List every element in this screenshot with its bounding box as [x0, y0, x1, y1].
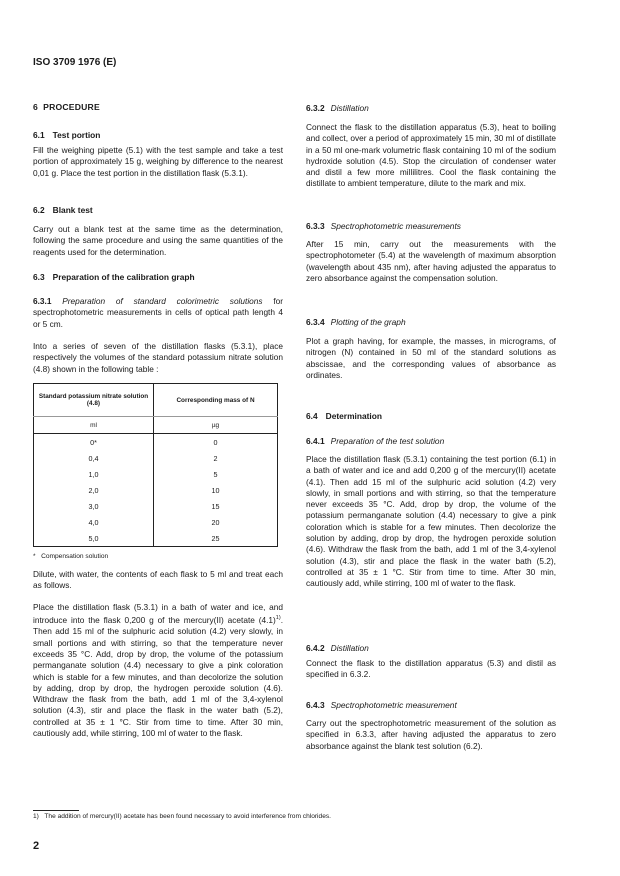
- paragraph-6-4-3: Carry out the spectrophotometric measurement of the solution as specified in 6.3.3, after having adjusted the apparatus to zero absorbance against the blank test solution (6.2).: [306, 718, 556, 751]
- table-cell: 3,0: [34, 498, 154, 514]
- section-heading-6-4-1: [306, 436, 556, 446]
- section-number: 6: [33, 102, 38, 112]
- unit-cell: ml: [34, 417, 154, 434]
- table-footnote: [33, 553, 108, 560]
- section-number: 6.3.3: [306, 221, 325, 231]
- paragraph-dilute: Dilute, with water, the contents of each flask to 5 ml and treat each as follows.: [33, 569, 283, 591]
- section-title: Preparation of the test solution: [330, 436, 445, 446]
- section-number: 6.3.4: [306, 317, 325, 327]
- table-row: [34, 514, 278, 530]
- table-cell: 10: [154, 482, 278, 498]
- section-title: Distillation: [330, 643, 369, 653]
- section-heading-6: [33, 102, 283, 112]
- section-title: Preparation of standard colorimetric solutions: [62, 296, 263, 306]
- table-cell: 2,0: [34, 482, 154, 498]
- paragraph-6-4-1: Place the distillation flask (5.3.1) containing the test portion (6.1) in a bath of water and ice and add 0,200 g of the mercury(II) acetate (4.1). Then add 15 ml of the sulphuric acid solution (4.2) very slowly, in small portions and with stirring, so that the temperature never exceeds 35 °C. Add, drop by drop, the volume of the potassium permanganate solution (4.4) necessary to give a pink coloration which is stable for a few minutes. Then decolorize the solution by adding, drop by drop, the hydrogen peroxide solution (4.6). Withdraw the flask from the bath, add 1 ml of the 3,4-xylenol solution (4.3), stir and place the flask in the water bath (5.2), controlled at 35 ± 1 °C. Stir from time to time. After 30 min, cautiously add, while stirring, 100 ml of water to the flask.: [306, 454, 556, 589]
- section-heading-6-4-2: [306, 643, 556, 653]
- paragraph-text: . Then add 15 ml of the sulphuric acid solution (4.2) very slowly, in small portions and with stirring, so that the temperature never exceeds 35 °C. Add, drop by drop, the volume of the potassium permanganate solution (4.4) necessary to give a pink coloration which is stable for a few minutes, and than decolorize the solution by adding, drop by drop, the hydrogen peroxide solution (4.6). Withdraw the flask from the bath, add 1 ml of the 3,4-xylenol solution (4.3), stir and place the flask in the water bath (5.2), controlled at 35 ± 1 °C. Stir from time to time. After 30 min, cautiously add, while stirring, 100 ml of water to the flask.: [33, 615, 283, 739]
- table-row: [34, 450, 278, 466]
- table-cell: 5: [154, 466, 278, 482]
- section-number: 6.4: [306, 411, 318, 421]
- table-cell: 5,0: [34, 530, 154, 547]
- paragraph-6-2: Carry out a blank test at the same time as the determination, following the same procedure and using the same quantities of the reagents used for the determination.: [33, 224, 283, 257]
- paragraph-6-3-4: Plot a graph having, for example, the masses, in micrograms, of nitrogen (N) contained in 50 ml of the standard solutions as abscissae, and the corresponding values of absorbance as ordinates.: [306, 336, 556, 380]
- footnote-mark: 1): [33, 813, 39, 820]
- footnote-reference: 1): [275, 615, 281, 622]
- page-number: 2: [33, 840, 40, 852]
- section-title: Preparation of the calibration graph: [52, 272, 195, 282]
- unit-cell: µg: [154, 417, 278, 434]
- section-heading-6-4-3: [306, 700, 556, 710]
- table-row: [34, 482, 278, 498]
- section-number: 6.3.1: [33, 296, 52, 306]
- column-header: Corresponding mass of N: [154, 384, 278, 417]
- section-title: PROCEDURE: [43, 102, 100, 112]
- section-number: 6.4.3: [306, 700, 325, 710]
- section-number: 6.4.2: [306, 643, 325, 653]
- paragraph-intro: Into a series of seven of the distillation flasks (5.3.1), place respectively the volumes of the standard potassium nitrate solution (4.8) shown in the following table :: [33, 341, 283, 374]
- table-cell: 15: [154, 498, 278, 514]
- table-header-row: [34, 384, 278, 417]
- footnote-text: Compensation solution: [41, 553, 109, 560]
- paragraph-place: [33, 602, 283, 739]
- paragraph-text: for spectrophotometric measurements in cells of optical path length 4 or 5 cm.: [33, 296, 283, 329]
- footnote-divider: [33, 810, 79, 811]
- footnote-mark: *: [33, 553, 36, 560]
- page-footnote: [33, 813, 331, 820]
- paragraph-text: Place the distillation flask (5.3.1) in a bath of water and ice, and introduce into the flask 0,200 g of the mercury(II) acetate (4.1): [33, 602, 283, 626]
- paragraph-6-3-2: Connect the flask to the distillation apparatus (5.3), heat to boiling and collect, over a period of approximately 15 min, 30 ml of distillate in a 50 ml one-mark volumetric flask containing 10 ml of the sodium hydroxide solution (4.5). Stop the circulation of condenser water and distil a few more millilitres. Cool the flask containing the distillate to ambient temperature, dilute to the mark and mix.: [306, 122, 556, 189]
- section-number: 6.3.2: [306, 103, 325, 113]
- table-cell: 0,4: [34, 450, 154, 466]
- table-unit-row: [34, 417, 278, 434]
- table-cell: 1,0: [34, 466, 154, 482]
- section-title: Plotting of the graph: [330, 317, 406, 327]
- section-title: Spectrophotometric measurements: [330, 221, 461, 231]
- table-cell: 2: [154, 450, 278, 466]
- paragraph-6-1: Fill the weighing pipette (5.1) with the test sample and take a test portion of approximately 15 g, weighing by difference to the nearest 0,01 g. Place the test portion in the distillation flask (5.3.1).: [33, 145, 283, 178]
- table-row: [34, 498, 278, 514]
- section-number: 6.2: [33, 205, 45, 215]
- footnote-text: The addition of mercury(II) acetate has been found necessary to avoid interference from chlorides.: [44, 813, 331, 820]
- table-cell: 0*: [34, 434, 154, 451]
- section-heading-6-2: [33, 205, 283, 215]
- section-heading-6-3-3: [306, 221, 556, 231]
- section-heading-6-3-4: [306, 317, 556, 327]
- section-title: Determination: [325, 411, 382, 421]
- section-heading-6-3-2: [306, 103, 556, 113]
- section-title: Spectrophotometric measurement: [330, 700, 457, 710]
- paragraph-6-3-3: After 15 min, carry out the measurements with the spectrophotometer (5.4) at the wavelength of maximum absorption (wavelength about 435 nm), after having adjusted the apparatus to zero absorbance against the compensation solution.: [306, 239, 556, 283]
- section-number: 6.1: [33, 130, 45, 140]
- section-number: 6.4.1: [306, 436, 325, 446]
- section-number: 6.3: [33, 272, 45, 282]
- table-row: [34, 434, 278, 451]
- table-cell: 20: [154, 514, 278, 530]
- section-title: Test portion: [52, 130, 101, 140]
- section-heading-6-4: [306, 411, 556, 421]
- table-cell: 0: [154, 434, 278, 451]
- calibration-table: [33, 383, 278, 547]
- table-row: [34, 530, 278, 547]
- section-title: Distillation: [330, 103, 369, 113]
- document-header: ISO 3709 1976 (E): [33, 57, 117, 68]
- column-header: Standard potassium nitrate solution (4.8): [34, 384, 154, 417]
- paragraph-6-3-1: [33, 296, 283, 330]
- table-cell: 25: [154, 530, 278, 547]
- section-heading-6-3: [33, 272, 283, 282]
- paragraph-6-4-2: Connect the flask to the distillation apparatus (5.3) and distil as specified in 6.3.2.: [306, 658, 556, 680]
- section-heading-6-1: [33, 130, 283, 140]
- table-row: [34, 466, 278, 482]
- table-cell: 4,0: [34, 514, 154, 530]
- section-title: Blank test: [52, 205, 93, 215]
